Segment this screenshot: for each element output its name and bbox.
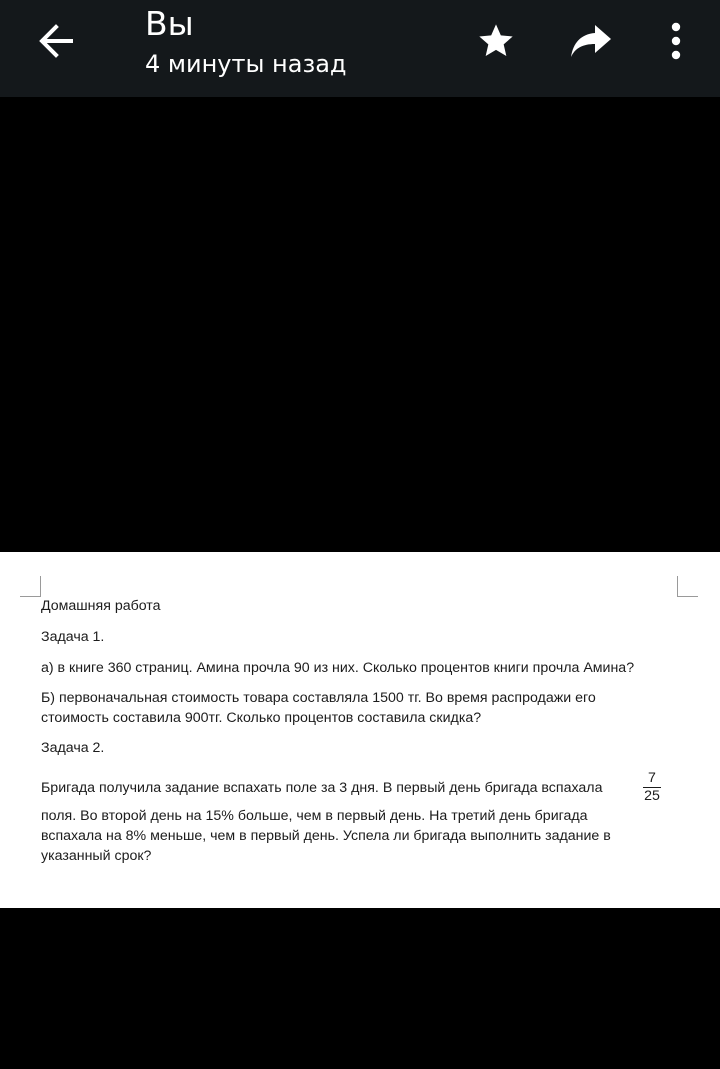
task-2-line-2: поля. Во второй день на 15% больше, чем в первый день. На третий день бригада bbox=[41, 808, 588, 824]
share-icon bbox=[569, 23, 613, 59]
sender-name: Вы bbox=[145, 4, 194, 43]
task-2-line-4: указанный срок? bbox=[41, 848, 152, 864]
fraction-numerator: 7 bbox=[648, 770, 656, 786]
message-timestamp: 4 минуты назад bbox=[145, 50, 347, 78]
document-heading: Домашняя работа bbox=[41, 598, 161, 614]
more-options-button[interactable] bbox=[652, 14, 700, 68]
back-button[interactable] bbox=[24, 17, 88, 65]
top-app-bar bbox=[0, 0, 720, 97]
task-2-line-1: Бригада получила задание вспахать поле за 3 дня. В первый день бригада вспахала bbox=[41, 780, 603, 796]
task-1-title: Задача 1. bbox=[41, 629, 105, 645]
fraction bbox=[641, 770, 663, 805]
back-arrow-icon bbox=[37, 22, 75, 60]
task-2-line-3: вспахала на 8% меньше, чем в первый день. Успела ли бригада выполнить задание в bbox=[41, 828, 611, 844]
task-1-part-b-line-1: Б) первоначальная стоимость товара составляла 1500 тг. Во время распродажи его bbox=[41, 690, 596, 706]
task-1-part-a: а) в книге 360 страниц. Амина прочла 90 из них. Сколько процентов книги прочла Амина? bbox=[41, 660, 635, 676]
page-margin-corner-left bbox=[20, 576, 41, 597]
fraction-denominator: 25 bbox=[644, 788, 660, 804]
page-margin-corner-right bbox=[677, 576, 698, 597]
task-1-part-b-line-2: стоимость составила 900тг. Сколько процентов составила скидка? bbox=[41, 710, 482, 726]
star-button[interactable] bbox=[470, 16, 522, 66]
more-vertical-icon bbox=[670, 21, 682, 61]
star-icon bbox=[476, 21, 516, 61]
task-2-title: Задача 2. bbox=[41, 740, 105, 756]
forward-button[interactable] bbox=[563, 16, 619, 66]
document-image[interactable] bbox=[0, 552, 720, 908]
